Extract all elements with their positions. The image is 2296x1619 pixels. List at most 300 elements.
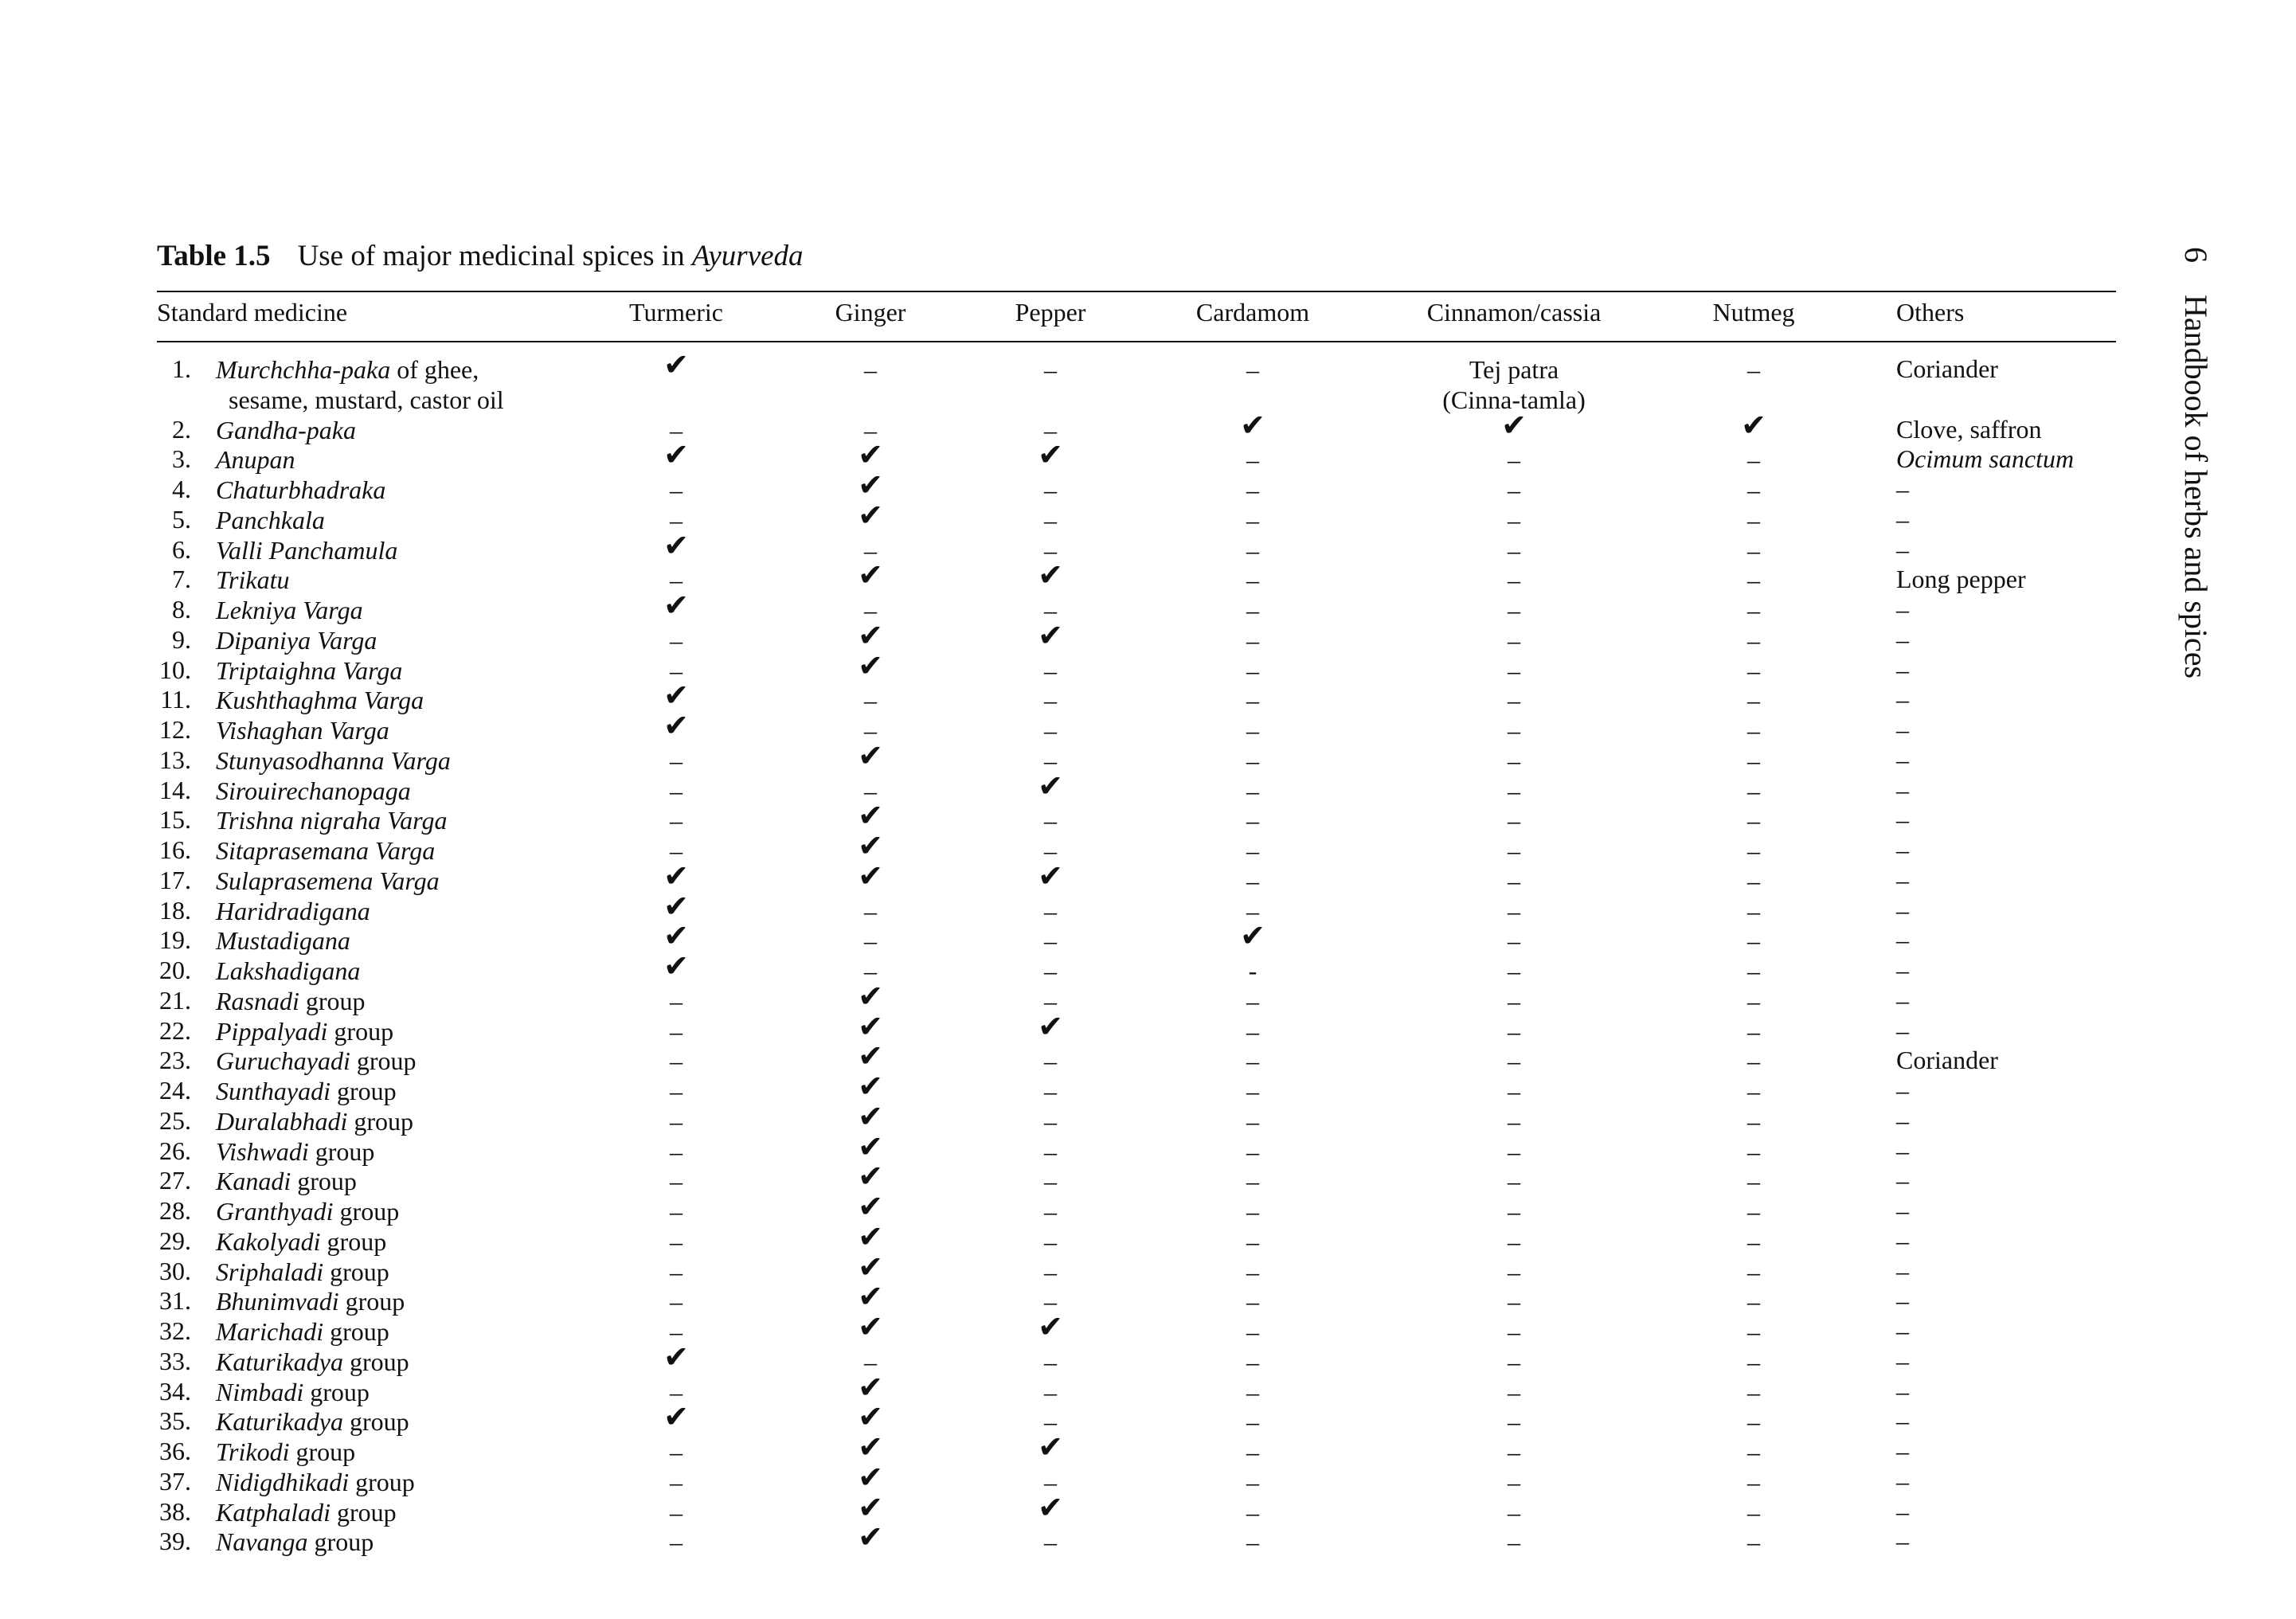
cell-others: –: [1896, 1105, 1909, 1135]
cell-cinnamon: [1508, 1136, 1520, 1167]
cell-value: –: [1044, 415, 1057, 444]
cell-value: –: [1747, 1317, 1760, 1346]
cell-pepper: [1044, 354, 1057, 385]
cell-value: –: [1246, 1106, 1259, 1136]
cell-others: –: [1896, 1466, 1909, 1496]
cell-value: –: [1747, 776, 1760, 805]
check-mark-icon: ✔: [663, 708, 689, 743]
cell-turmeric: [670, 1527, 683, 1557]
header-standard-medicine: Standard medicine: [157, 298, 348, 327]
cell-turmeric: [670, 1437, 683, 1467]
cell-value: –: [864, 596, 877, 624]
check-mark-icon: ✔: [858, 497, 883, 533]
cell-value: –: [1246, 836, 1259, 865]
cell-cinnamon: [1508, 1497, 1520, 1527]
cell-value: –: [1747, 355, 1760, 384]
cell-value: –: [670, 1257, 683, 1286]
medicine-name-italic: Chaturbhadraka: [216, 475, 386, 504]
cell-value: –: [1508, 686, 1520, 715]
medicine-name-italic: Sirouirechanopaga: [216, 776, 411, 805]
cell-value: –: [670, 1046, 683, 1076]
cell-pepper: [1038, 1489, 1063, 1529]
cell-cinnamon: [1508, 565, 1520, 595]
medicine-name: [216, 625, 377, 655]
medicine-name: [216, 595, 363, 625]
medicine-name-italic: Sulaprasemena Varga: [216, 866, 440, 895]
check-mark-icon: ✔: [858, 1098, 883, 1134]
cell-turmeric: [663, 948, 689, 987]
cell-cinnamon: [1508, 1467, 1520, 1497]
cell-cinnamon: [1508, 1286, 1520, 1316]
check-mark-icon: ✔: [1741, 407, 1766, 443]
cell-value: –: [1246, 1377, 1259, 1406]
cell-ginger: [858, 1309, 883, 1348]
page-number: 6: [2178, 247, 2214, 263]
cell-cardamom: [1246, 1257, 1259, 1287]
cell-others: –: [1896, 1076, 1909, 1105]
cell-value: –: [1044, 1046, 1057, 1076]
cell-value: –: [670, 1016, 683, 1046]
row-number: 26.: [159, 1136, 191, 1165]
cell-pepper: [1044, 1136, 1057, 1167]
cell-others: –: [1896, 1527, 1909, 1556]
cell-cinnamon: [1508, 1527, 1520, 1557]
cell-value: –: [1246, 535, 1259, 565]
medicine-name-italic: Panchkala: [216, 505, 325, 534]
cell-value: –: [1246, 1167, 1259, 1196]
cell-turmeric: [663, 588, 689, 627]
cell-value: –: [1747, 1257, 1760, 1286]
row-number: 24.: [159, 1076, 191, 1105]
cell-value: –: [1044, 1257, 1057, 1286]
medicine-name: [216, 715, 389, 745]
cell-nutmeg: [1747, 1286, 1760, 1316]
cell-value: –: [1246, 896, 1259, 925]
row-number: 28.: [159, 1196, 191, 1225]
check-mark-icon: ✔: [858, 1128, 883, 1164]
cell-pepper: [1044, 1076, 1057, 1106]
cell-value: –: [1508, 1077, 1520, 1105]
cell-others: –: [1896, 624, 1909, 654]
cell-value: –: [1044, 956, 1057, 985]
cell-cinnamon: [1508, 896, 1520, 926]
cell-others: –: [1896, 1437, 1909, 1465]
cell-others: –: [1896, 1226, 1909, 1255]
cell-value: –: [1508, 745, 1520, 775]
medicine-name-italic: Vishaghan Varga: [216, 716, 389, 745]
cell-nutmeg: [1747, 866, 1760, 896]
row-number: 4.: [172, 475, 191, 503]
cell-turmeric: [663, 708, 689, 747]
row-number: 34.: [159, 1376, 191, 1406]
cell-nutmeg: [1747, 1347, 1760, 1377]
cell-value: –: [1508, 836, 1520, 865]
check-mark-icon: ✔: [858, 737, 883, 773]
cell-value: –: [1508, 1046, 1520, 1076]
medicine-name: [216, 655, 402, 686]
cell-value: –: [670, 655, 683, 685]
check-mark-icon: ✔: [1038, 437, 1063, 473]
cell-value: –: [1747, 836, 1760, 865]
check-mark-icon: ✔: [858, 1249, 883, 1285]
cell-cinnamon: [1508, 1046, 1520, 1076]
cell-value: –: [1508, 475, 1520, 504]
header-cardamom: Cardamom: [1195, 298, 1310, 327]
cell-value: –: [670, 1467, 683, 1496]
cell-cardamom: [1246, 1166, 1259, 1196]
row-number: 6.: [172, 534, 191, 564]
cell-cardamom: [1246, 685, 1259, 715]
cell-cardamom: [1246, 1016, 1259, 1046]
cell-value: –: [864, 716, 877, 745]
cell-value: –: [670, 1317, 683, 1346]
check-mark-icon: ✔: [663, 1339, 689, 1375]
cell-value: –: [1246, 1257, 1259, 1286]
cell-value: –: [1747, 716, 1760, 745]
cell-nutmeg: [1747, 896, 1760, 926]
cell-value: –: [864, 415, 877, 444]
row-number: 19.: [159, 925, 191, 955]
cell-cardamom: [1246, 535, 1259, 565]
medicine-name-italic: Triptaighna Varga: [216, 655, 403, 685]
cell-value: –: [670, 1377, 683, 1406]
medicine-name: [216, 1166, 357, 1196]
medicine-name-italic: Trikatu: [216, 565, 290, 595]
cell-turmeric: [670, 1497, 683, 1527]
medicine-name-rest: group: [350, 1046, 417, 1076]
cell-nutmeg: [1747, 655, 1760, 686]
cell-value: –: [670, 1287, 683, 1316]
cell-cinnamon: [1508, 1016, 1520, 1046]
cell-value: –: [1044, 716, 1057, 745]
cell-ginger: [858, 1519, 883, 1558]
cell-value: –: [864, 535, 877, 565]
cell-cinnamon: [1508, 1347, 1520, 1377]
row-number: 10.: [159, 655, 191, 684]
cell-nutmeg: [1747, 1467, 1760, 1497]
cell-turmeric: [670, 1106, 683, 1136]
cell-value: –: [670, 1106, 683, 1136]
cell-cinnamon: [1508, 1437, 1520, 1467]
cell-cardamom: [1246, 1286, 1259, 1316]
medicine-name-italic: Haridradigana: [216, 896, 370, 925]
cell-value: –: [1246, 1407, 1259, 1437]
medicine-name: [216, 1286, 405, 1316]
cell-nutmeg: [1747, 1076, 1760, 1106]
cell-others: –: [1896, 1346, 1909, 1375]
cell-value: –: [864, 1347, 877, 1376]
cell-value: –: [1246, 866, 1259, 895]
cell-cardamom: [1246, 1497, 1259, 1527]
cell-cardamom: [1246, 1076, 1259, 1106]
medicine-name: [216, 835, 435, 866]
cell-value: Tej patra: [1469, 355, 1559, 384]
medicine-name: [216, 1347, 409, 1377]
cell-cardamom: [1246, 625, 1259, 655]
cell-value: –: [1246, 475, 1259, 504]
cell-value: –: [670, 986, 683, 1015]
cell-value: –: [1246, 1287, 1259, 1316]
medicine-name-rest: group: [289, 1437, 356, 1466]
cell-cardamom: [1246, 1406, 1259, 1437]
medicine-name-rest: group: [320, 1226, 387, 1256]
cell-value: –: [1508, 505, 1520, 534]
cell-nutmeg: [1747, 354, 1760, 385]
check-mark-icon: ✔: [1501, 407, 1527, 443]
cell-value: –: [1044, 1287, 1057, 1316]
cell-pepper: [1044, 1046, 1057, 1076]
medicine-name-italic: Gandha-paka: [216, 415, 356, 444]
check-mark-icon: ✔: [858, 1369, 883, 1405]
cell-value: –: [1508, 1317, 1520, 1346]
medicine-name: [216, 1257, 389, 1287]
cell-value: –: [1747, 445, 1760, 475]
header-pepper: Pepper: [1015, 298, 1086, 327]
cell-value: –: [1508, 1106, 1520, 1136]
cell-cinnamon: [1508, 1406, 1520, 1437]
check-mark-icon: ✔: [1240, 407, 1265, 443]
cell-others: –: [1896, 1136, 1909, 1165]
cell-value: –: [1747, 1136, 1760, 1166]
running-head: [2177, 247, 2215, 678]
header-nutmeg: Nutmeg: [1712, 298, 1795, 327]
cell-value: –: [1508, 565, 1520, 595]
row-number: 25.: [159, 1105, 191, 1135]
cell-value: –: [1508, 1527, 1520, 1557]
cell-cinnamon: [1442, 354, 1585, 415]
cell-others: –: [1896, 805, 1909, 835]
medicine-name-italic: Stunyasodhanna Varga: [216, 745, 451, 775]
cell-value: –: [1246, 1046, 1259, 1076]
cell-others: Long pepper: [1896, 565, 2026, 594]
cell-value: –: [1044, 1527, 1057, 1557]
cell-others: –: [1896, 775, 1909, 804]
cell-nutmeg: [1747, 444, 1760, 475]
cell-nutmeg: [1747, 1316, 1760, 1347]
cell-value: –: [670, 1437, 683, 1466]
cell-value: –: [1508, 896, 1520, 925]
cell-ginger: [858, 497, 883, 537]
check-mark-icon: ✔: [663, 437, 689, 473]
cell-value: –: [1044, 926, 1057, 956]
cell-cinnamon: [1508, 925, 1520, 956]
cell-ginger: [864, 896, 877, 926]
check-mark-icon: ✔: [858, 1038, 883, 1074]
cell-value: –: [1747, 565, 1760, 595]
check-mark-icon: ✔: [858, 978, 883, 1014]
cell-turmeric: [663, 1399, 689, 1438]
cell-value: –: [1044, 1167, 1057, 1196]
cell-cardamom: [1246, 1196, 1259, 1226]
cell-nutmeg: [1747, 776, 1760, 806]
medicine-name-rest: group: [349, 1467, 415, 1496]
medicine-name-rest: group: [330, 1077, 397, 1105]
medicine-name-italic: Sriphaladi: [216, 1257, 324, 1286]
cell-nutmeg: [1747, 565, 1760, 595]
cell-cinnamon: [1508, 1226, 1520, 1257]
book-title: Handbook of herbs and spices: [2178, 295, 2214, 679]
cell-value: –: [1508, 956, 1520, 985]
cell-cardamom: [1246, 805, 1259, 835]
medicine-name-rest: group: [291, 1167, 357, 1196]
table-caption: [157, 239, 804, 273]
cell-value: –: [1747, 1046, 1760, 1076]
check-mark-icon: ✔: [663, 888, 689, 924]
cell-value: –: [1747, 1077, 1760, 1105]
cell-pepper: [1044, 805, 1057, 835]
cell-cinnamon: [1508, 776, 1520, 806]
cell-value: –: [1246, 686, 1259, 715]
medicine-name-rest: group: [331, 1497, 397, 1527]
check-mark-icon: ✔: [663, 948, 689, 984]
cell-cardamom: [1246, 1226, 1259, 1257]
cell-value: –: [1508, 1497, 1520, 1527]
cell-value: –: [1747, 1407, 1760, 1437]
row-number: 11.: [160, 685, 191, 714]
cell-pepper: [1044, 1196, 1057, 1226]
cell-turmeric: [670, 1286, 683, 1316]
cell-pepper: [1044, 655, 1057, 686]
cell-turmeric: [670, 1076, 683, 1106]
cell-pepper: [1038, 437, 1063, 476]
cell-value: –: [864, 956, 877, 985]
cell-cardamom: [1246, 715, 1259, 745]
cell-value: –: [1508, 1407, 1520, 1437]
cell-others: –: [1896, 835, 1909, 864]
cell-value: –: [1044, 896, 1057, 925]
cell-others: –: [1896, 534, 1909, 564]
medicine-name: [216, 354, 504, 415]
cell-pepper: [1044, 1347, 1057, 1377]
cell-ginger: [858, 557, 883, 596]
cell-value: –: [670, 1077, 683, 1105]
row-number: 13.: [159, 745, 191, 774]
cell-value: –: [1508, 1467, 1520, 1496]
cell-value: –: [1044, 535, 1057, 565]
cell-value: –: [1508, 1287, 1520, 1316]
cell-turmeric: [670, 745, 683, 776]
cell-value: –: [1246, 445, 1259, 475]
cell-others: –: [1896, 925, 1909, 955]
medicine-name-rest: of ghee,: [390, 355, 479, 384]
cell-value: –: [1044, 686, 1057, 715]
cell-others: –: [1896, 1406, 1909, 1436]
cell-value: –: [1044, 655, 1057, 685]
check-mark-icon: ✔: [1038, 557, 1063, 593]
check-mark-icon: ✔: [1038, 858, 1063, 894]
check-mark-icon: ✔: [663, 678, 689, 714]
cell-pepper: [1044, 1166, 1057, 1196]
cell-nutmeg: [1747, 715, 1760, 745]
cell-pepper: [1038, 1008, 1063, 1048]
medicine-name-italic: Mustadigana: [216, 926, 350, 956]
medicine-name-italic: Katurikadya: [216, 1347, 343, 1376]
cell-turmeric: [670, 776, 683, 806]
row-number: 2.: [172, 414, 191, 444]
row-number: 29.: [159, 1226, 191, 1255]
cell-value: –: [1508, 1197, 1520, 1226]
cell-value: –: [1246, 776, 1259, 805]
cell-cardamom: [1246, 1316, 1259, 1347]
medicine-name: [216, 1497, 397, 1527]
cell-pepper: [1044, 956, 1057, 986]
cell-value: –: [1747, 745, 1760, 775]
row-number: 20.: [159, 956, 191, 984]
medicine-name: [216, 1136, 374, 1167]
medicine-name: [216, 745, 451, 776]
cell-value: –: [1044, 836, 1057, 865]
cell-others: –: [1896, 1015, 1909, 1045]
cell-cardamom: [1246, 1527, 1259, 1557]
medicine-name-italic: Duralabhadi: [216, 1106, 348, 1136]
medicine-name-italic: Nidigdhikadi: [216, 1467, 350, 1496]
medicine-name-rest: group: [308, 1136, 375, 1166]
cell-turmeric: [670, 986, 683, 1016]
cell-value: –: [670, 565, 683, 595]
row-number: 39.: [159, 1527, 191, 1556]
cell-cardamom: [1246, 866, 1259, 896]
cell-turmeric: [670, 625, 683, 655]
cell-nutmeg: [1747, 1016, 1760, 1046]
row-number: 23.: [159, 1046, 191, 1075]
cell-cardamom: [1246, 835, 1259, 866]
row-number: 7.: [172, 565, 191, 594]
cell-cinnamon: [1508, 1377, 1520, 1407]
cell-cardamom: [1246, 475, 1259, 505]
cell-nutmeg: [1747, 1257, 1760, 1287]
medicine-name-italic: Katurikadya: [216, 1407, 343, 1437]
cell-pepper: [1044, 896, 1057, 926]
cell-value: –: [1747, 1497, 1760, 1527]
cell-nutmeg: [1747, 745, 1760, 776]
cell-others: Coriander: [1896, 354, 1998, 383]
cell-others: –: [1896, 895, 1909, 925]
cell-value: -: [1248, 956, 1258, 985]
cell-cinnamon: [1508, 986, 1520, 1016]
medicine-name: [216, 1527, 374, 1557]
cell-cinnamon: [1508, 505, 1520, 535]
cell-pepper: [1038, 1309, 1063, 1348]
cell-turmeric: [663, 437, 689, 476]
cell-value: –: [1747, 1016, 1760, 1046]
cell-nutmeg: [1747, 535, 1760, 565]
cell-ginger: [864, 354, 877, 385]
cell-cinnamon: [1508, 745, 1520, 776]
cell-value-line2: (Cinna-tamla): [1442, 385, 1586, 414]
cell-value: –: [1246, 1437, 1259, 1466]
cell-value: –: [1747, 686, 1760, 715]
cell-value: –: [1044, 1106, 1057, 1136]
cell-others: –: [1896, 956, 1909, 984]
check-mark-icon: ✔: [663, 527, 689, 563]
cell-value: –: [1044, 1347, 1057, 1376]
medicine-name: [216, 925, 350, 956]
cell-value: –: [1747, 596, 1760, 624]
cell-cardamom: [1240, 407, 1265, 447]
cell-value: –: [1747, 535, 1760, 565]
cell-ginger: [858, 858, 883, 897]
cell-pepper: [1044, 475, 1057, 505]
cell-value: –: [1044, 1136, 1057, 1166]
cell-value: –: [864, 776, 877, 805]
check-mark-icon: ✔: [663, 1399, 689, 1435]
cell-value: –: [1747, 1527, 1760, 1557]
medicine-name-italic: Valli Panchamula: [216, 535, 398, 565]
cell-ginger: [864, 925, 877, 956]
cell-nutmeg: [1747, 1497, 1760, 1527]
cell-value: –: [1508, 716, 1520, 745]
cell-value: –: [1508, 445, 1520, 475]
